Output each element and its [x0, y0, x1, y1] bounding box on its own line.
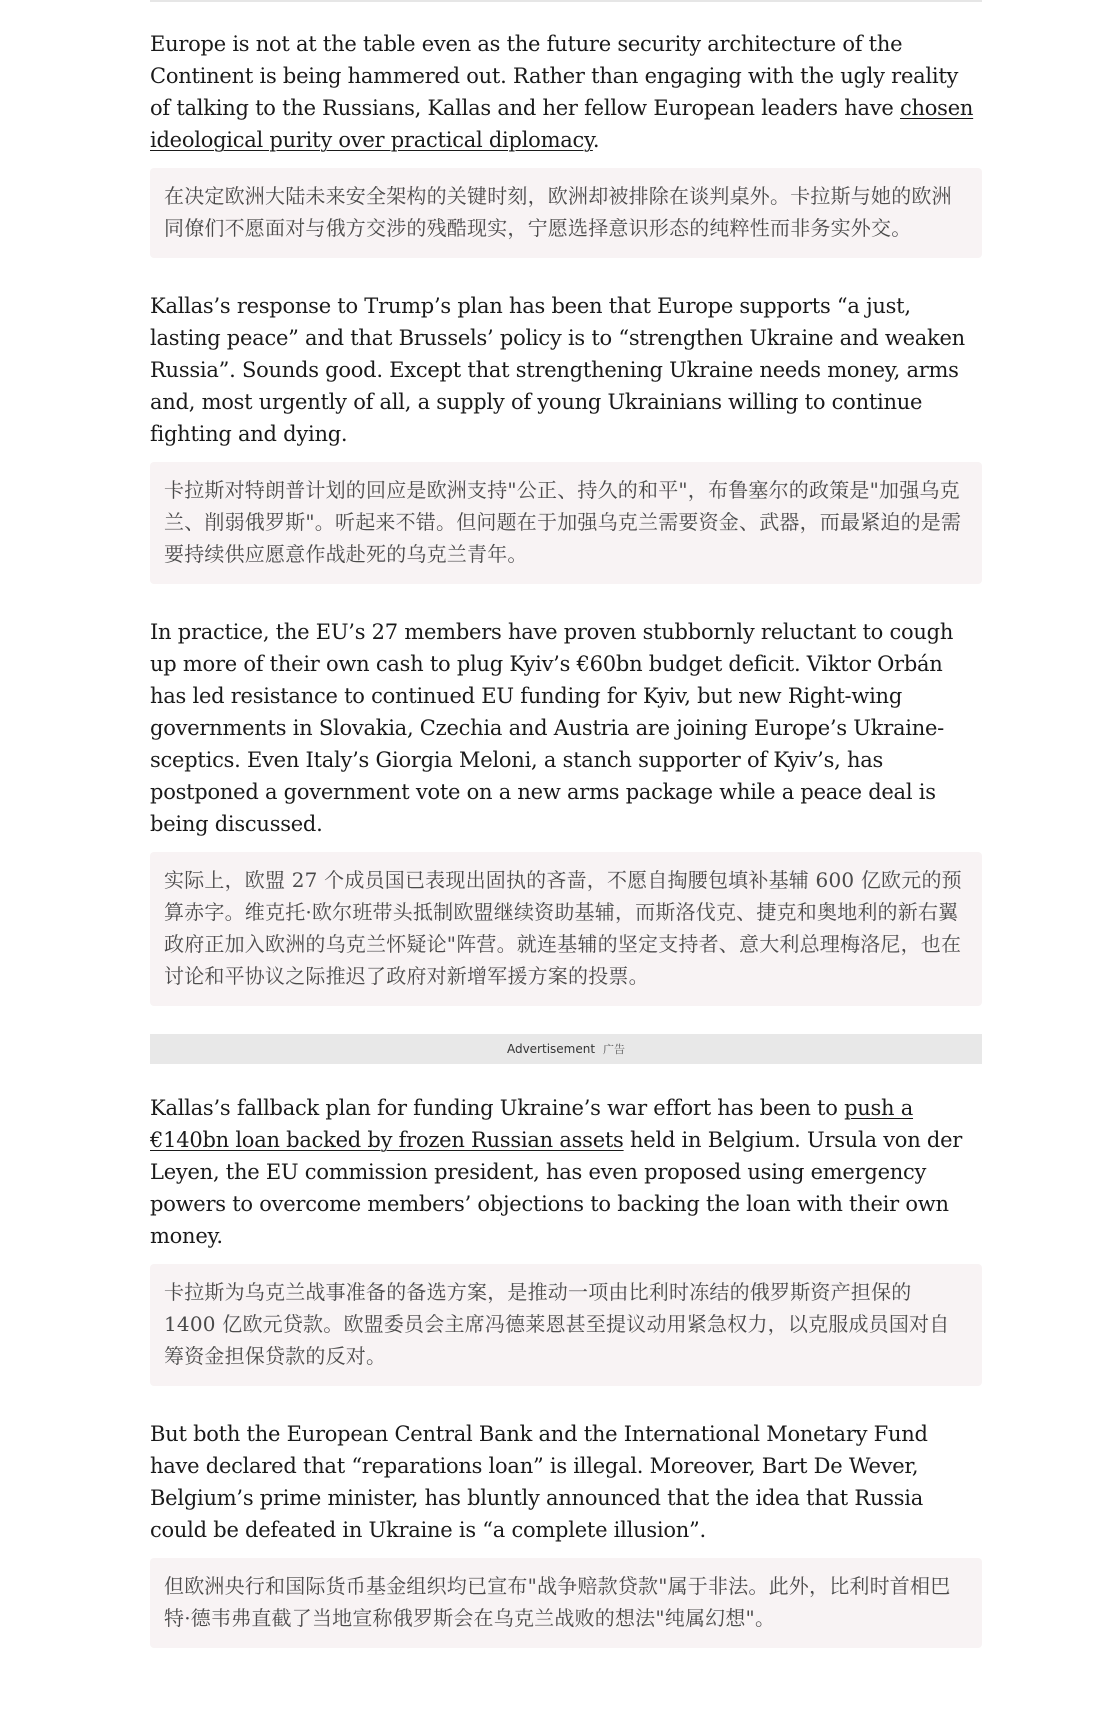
- paragraph-text: .: [592, 128, 600, 152]
- paragraph-zh-translation: 实际上，欧盟 27 个成员国已表现出固执的吝啬，不愿自掏腰包填补基辅 600 亿欧元的预算赤字。维克托·欧尔班带头抵制欧盟继续资助基辅，而斯洛伐克、捷克和奥地利的新右翼政府正加入欧洲的乌克兰怀疑论"阵营。就连基辅的坚定支持者、意大利总理梅洛尼，也在讨论和平协议之际推迟了政府对新增军援方案的投票。: [150, 852, 982, 1006]
- paragraph-zh-translation: 卡拉斯为乌克兰战事准备的备选方案，是推动一项由比利时冻结的俄罗斯资产担保的 1400 亿欧元贷款。欧盟委员会主席冯德莱恩甚至提议动用紧急权力，以克服成员国对自筹资金担保贷款的反对。: [150, 1264, 982, 1386]
- paragraph-text: But both the European Central Bank and the International Monetary Fund have declared that “reparations loan” is illegal. Moreover, Bart De Wever, Belgium’s prime minister, has bluntly announced that the idea that Russia could be defeated in Ukraine is “a complete illusion”.: [150, 1422, 928, 1542]
- advertisement-label: Advertisement: [506, 1042, 596, 1056]
- advertisement-label-zh: 广告: [603, 1043, 626, 1056]
- paragraph-en: [150, 290, 982, 450]
- inline-link[interactable]: chosen ideological purity over practical diplomacy: [150, 96, 974, 152]
- paragraph-en: [150, 28, 982, 156]
- paragraph-en: [150, 1092, 982, 1252]
- paragraph-text: held in Belgium. Ursula von der Leyen, the EU commission president, has even proposed using emergency powers to overcome members’ objections to backing the loan with their own money.: [150, 1128, 963, 1248]
- paragraph-zh-translation: 卡拉斯对特朗普计划的回应是欧洲支持"公正、持久的和平"，布鲁塞尔的政策是"加强乌克兰、削弱俄罗斯"。听起来不错。但问题在于加强乌克兰需要资金、武器，而最紧迫的是需要持续供应愿意作战赴死的乌克兰青年。: [150, 462, 982, 584]
- paragraph-text: Europe is not at the table even as the future security architecture of the Continent is being hammered out. Rather than engaging with the ugly reality of talking to the Russians, Kallas and her fellow European leaders have: [150, 32, 959, 120]
- paragraph-en: [150, 616, 982, 840]
- paragraph-text: Kallas’s response to Trump’s plan has been that Europe supports “a just, lasting peace” and that Brussels’ policy is to “strengthen Ukraine and weaken Russia”. Sounds good. Except that strengthening Ukraine needs money, arms and, most urgently of all, a supply of young Ukrainians willing to continue fighting and dying.: [150, 294, 965, 446]
- paragraph-text: In practice, the EU’s 27 members have proven stubbornly reluctant to cough up more of their own cash to plug Kyiv’s €60bn budget deficit. Viktor Orbán has led resistance to continued EU funding for Kyiv, but new Right-wing governments in Slovakia, Czechia and Austria are joining Europe’s Ukraine-sceptics. Even Italy’s Giorgia Meloni, a stanch supporter of Kyiv’s, has postponed a government vote on a new arms package while a peace deal is being discussed.: [150, 620, 954, 836]
- advertisement-banner[interactable]: [150, 1034, 982, 1064]
- paragraph-zh-translation: 在决定欧洲大陆未来安全架构的关键时刻，欧洲却被排除在谈判桌外。卡拉斯与她的欧洲同僚们不愿面对与俄方交涉的残酷现实，宁愿选择意识形态的纯粹性而非务实外交。: [150, 168, 982, 258]
- paragraph-text: Kallas’s fallback plan for funding Ukraine’s war effort has been to: [150, 1096, 845, 1120]
- inline-link[interactable]: push a €140bn loan backed by frozen Russian assets: [150, 1096, 914, 1152]
- paragraph-en: [150, 1418, 982, 1546]
- article-body: [150, 28, 982, 1680]
- paragraph-zh-translation: 但欧洲央行和国际货币基金组织均已宣布"战争赔款贷款"属于非法。此外，比利时首相巴特·德韦弗直截了当地宣称俄罗斯会在乌克兰战败的想法"纯属幻想"。: [150, 1558, 982, 1648]
- top-divider: [150, 0, 982, 2]
